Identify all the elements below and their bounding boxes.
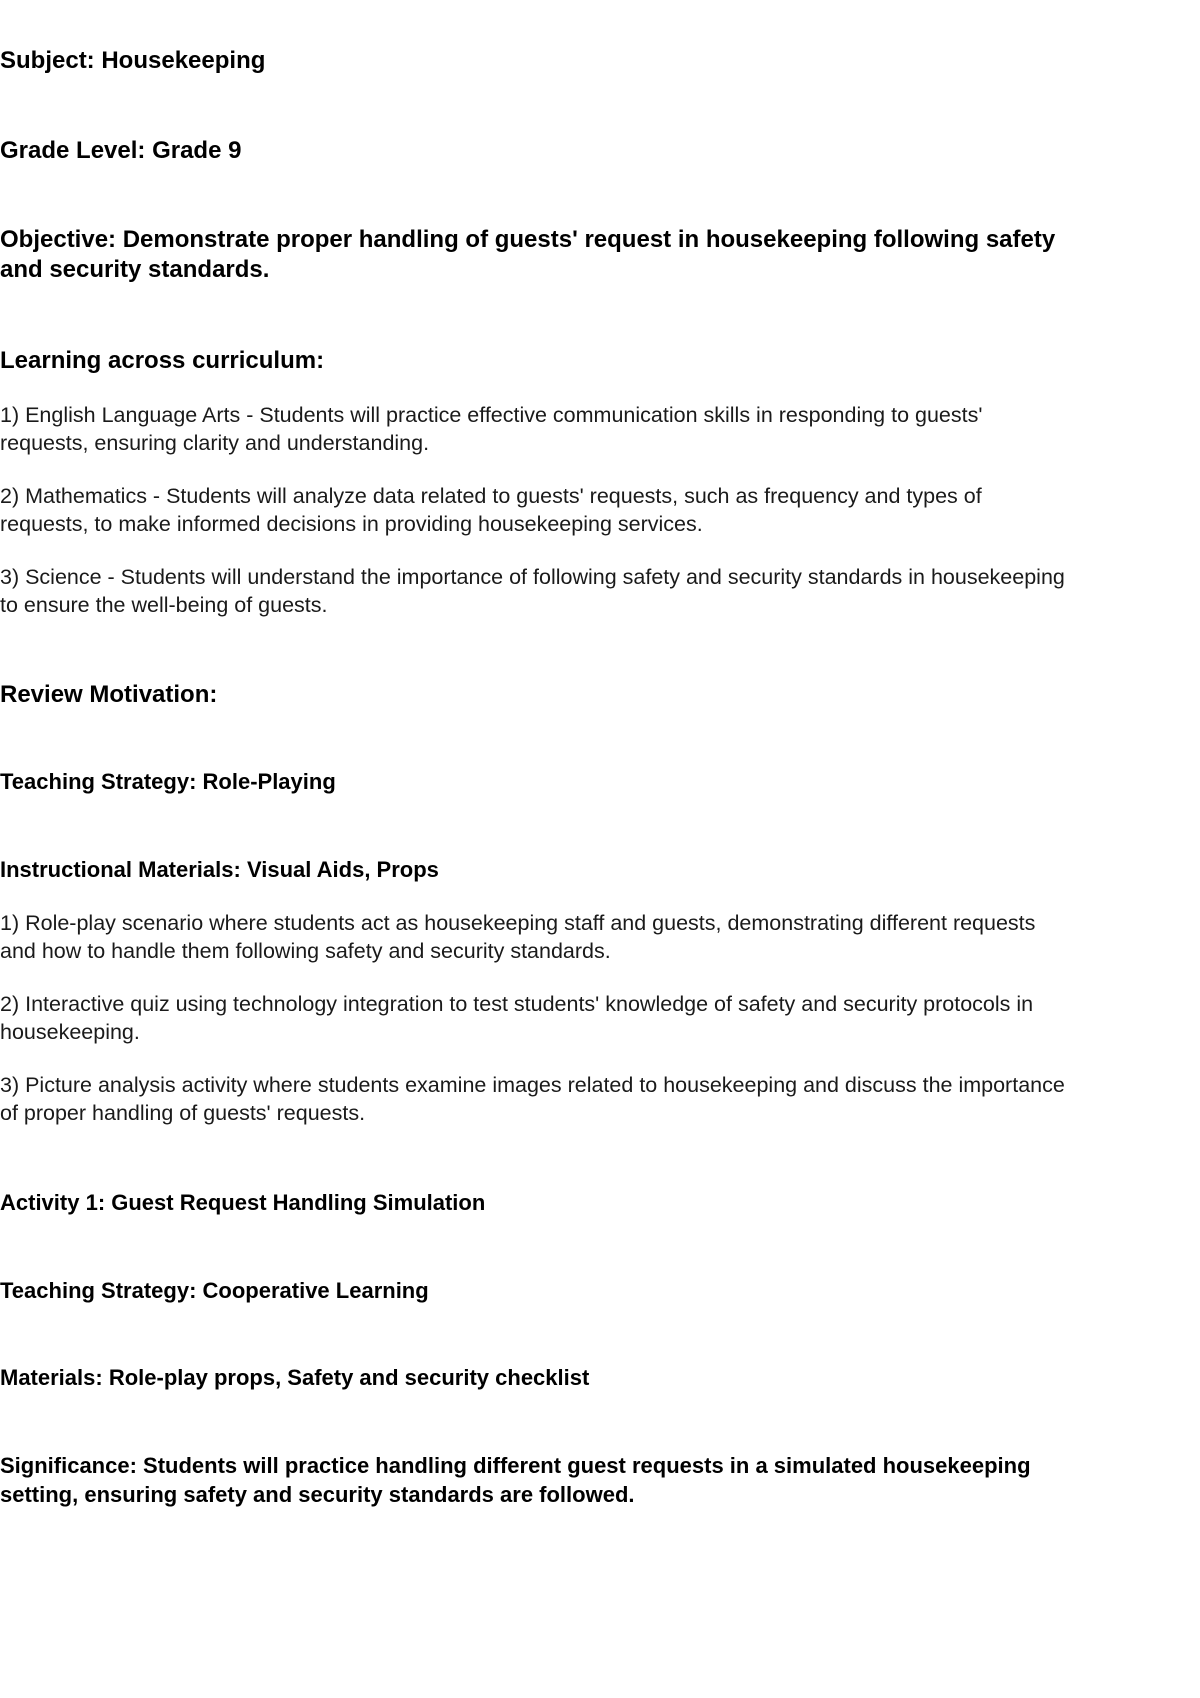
curriculum-item-line: to ensure the well-being of guests. bbox=[0, 593, 328, 617]
review-item-line: 2) Interactive quiz using technology integration to test students' knowledge of safety and security protocols in bbox=[0, 992, 1034, 1016]
significance-line: Significance: Students will practice handling different guest requests in a simulated housekeeping bbox=[0, 1453, 1031, 1478]
teaching-strategy-cooperative: Teaching Strategy: Cooperative Learning bbox=[0, 1278, 429, 1303]
review-item-line: of proper handling of guests' requests. bbox=[0, 1101, 366, 1125]
subject-heading: Subject: Housekeeping bbox=[0, 47, 266, 74]
review-item-line: 3) Picture analysis activity where students examine images related to housekeeping and discuss the importance bbox=[0, 1073, 1065, 1097]
instructional-materials: Instructional Materials: Visual Aids, Props bbox=[0, 857, 439, 882]
objective-line: and security standards. bbox=[0, 256, 270, 283]
review-item-line: housekeeping. bbox=[0, 1020, 140, 1044]
review-motivation-heading: Review Motivation: bbox=[0, 681, 218, 708]
objective-line: Objective: Demonstrate proper handling of guests' request in housekeeping following safety bbox=[0, 226, 1056, 253]
activity-1-title: Activity 1: Guest Request Handling Simulation bbox=[0, 1190, 486, 1215]
teaching-strategy-role-playing: Teaching Strategy: Role-Playing bbox=[0, 769, 336, 794]
curriculum-item-line: 3) Science - Students will understand the importance of following safety and security standards in housekeeping bbox=[0, 565, 1065, 589]
learning-across-curriculum-heading: Learning across curriculum: bbox=[0, 347, 325, 374]
activity-materials: Materials: Role-play props, Safety and security checklist bbox=[0, 1365, 590, 1390]
curriculum-item-line: 1) English Language Arts - Students will practice effective communication skills in responding to guests' bbox=[0, 403, 983, 427]
significance-line: setting, ensuring safety and security standards are followed. bbox=[0, 1482, 635, 1507]
grade-level-heading: Grade Level: Grade 9 bbox=[0, 137, 242, 164]
curriculum-item-line: requests, ensuring clarity and understanding. bbox=[0, 431, 430, 455]
review-item-line: 1) Role-play scenario where students act as housekeeping staff and guests, demonstrating different requests bbox=[0, 911, 1036, 935]
review-item-line: and how to handle them following safety and security standards. bbox=[0, 939, 611, 963]
curriculum-item-line: 2) Mathematics - Students will analyze data related to guests' requests, such as frequency and types of bbox=[0, 484, 982, 508]
curriculum-item-line: requests, to make informed decisions in providing housekeeping services. bbox=[0, 512, 703, 536]
